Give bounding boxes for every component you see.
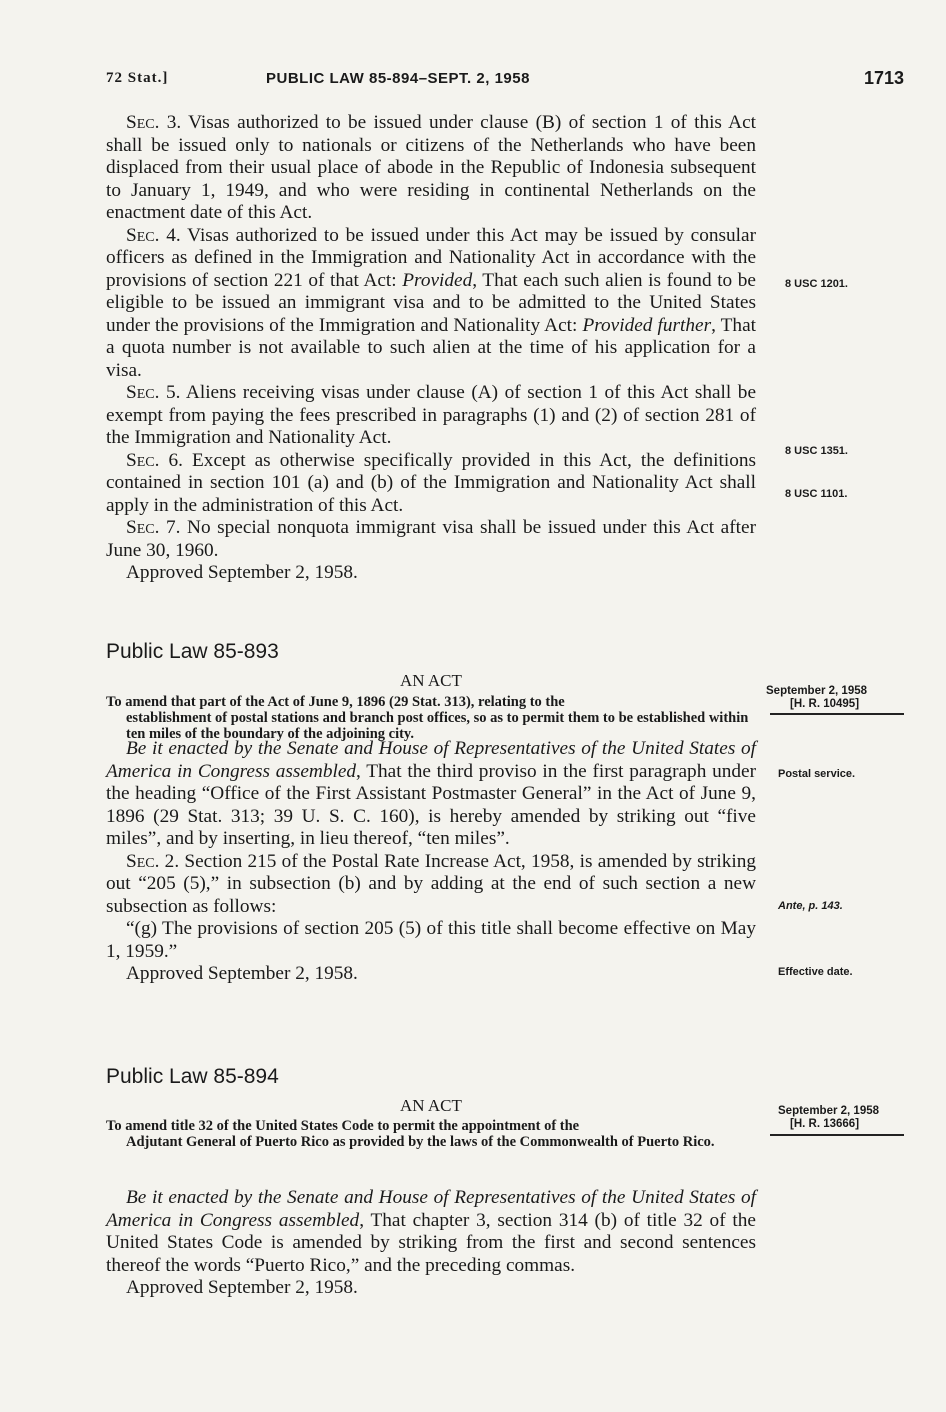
law-894-bill-note: [H. R. 13666]: [790, 1118, 860, 1130]
margin-note-8usc1351: 8 USC 1351.: [785, 445, 848, 457]
law-893-paragraph-1: Be it enacted by the Senate and House of Representatives of the United States of America in Congress assembled, That the third proviso in the first paragraph under the heading “Office of the First Assistant Postmaster General” in the Act of June 9, 1896 (29 Stat. 313; 39 U. S. C. 160), is hereby amended by striking out “five miles”, and by inserting, in lieu thereof, “ten miles”.: [106, 738, 756, 849]
law-893-approved: Approved September 2, 1958.: [126, 963, 358, 984]
sections-top: [106, 112, 756, 585]
section-5: Sec. 5. Aliens receiving visas under clause (A) of section 1 of this Act shall be exempt from paying the fees prescribed in paragraphs (1) and (2) of section 281 of the Immigration and Nationality Act.: [106, 382, 757, 448]
law-894-an-act: AN ACT: [400, 1096, 462, 1115]
section-4: Sec. 4. Visas authorized to be issued under this Act may be issued by consular officers as defined in the Immigration and Nationality Act in accordance with the provisions of section 221 of that Act: Provided, That each such alien is found to be eligible to be issued an immigrant visa and to be admitted to the United States under the provisions of the Immigration and Nationality Act: Provided further, That a quota number is not available to such alien at the time of his application for a visa.: [106, 224, 756, 381]
approved-line-1: Approved September 2, 1958.: [126, 562, 358, 583]
law-894-purpose: To amend title 32 of the United States Code to permit the appointment of the Adjutant General of Puerto Rico as provided by the laws of the Commonwealth of Puerto Rico.: [106, 1118, 715, 1150]
margin-note-8usc1101: 8 USC 1101.: [785, 488, 848, 500]
statute-volume: 72 Stat.]: [106, 70, 169, 86]
margin-note-effective-date: Effective date.: [778, 966, 853, 978]
law-893-title: Public Law 85-893: [106, 640, 279, 663]
margin-note-8usc1201: 8 USC 1201.: [785, 278, 848, 290]
law-894-enacting-clause: [106, 1187, 756, 1300]
law-893-section-2: Sec. 2. Section 215 of the Postal Rate Increase Act, 1958, is amended by striking out “205 (5),” in subsection (b) and by adding at the end of such section a new subsection as follows:: [106, 850, 756, 917]
law-893-date-note: September 2, 1958: [766, 685, 868, 697]
law-894-title: Public Law 85-894: [106, 1065, 279, 1088]
law-893-an-act: AN ACT: [400, 671, 462, 690]
law-893-bill-note: [H. R. 10495]: [790, 698, 860, 710]
law-894-approved: Approved September 2, 1958.: [126, 1277, 358, 1298]
law-893-purpose: To amend that part of the Act of June 9, 1896 (29 Stat. 313), relating to the establishment of postal stations and branch post offices, so as to permit them to be established within ten miles of the boundary of the adjoining city.: [106, 694, 749, 742]
running-head: PUBLIC LAW 85-894–SEPT. 2, 1958: [266, 70, 530, 87]
section-6: Sec. 6. Except as otherwise specifically provided in this Act, the definitions contained in section 101 (a) and (b) of the Immigration and Nationality Act shall apply in the administration of this Act.: [106, 449, 756, 516]
page-header: [106, 68, 906, 96]
section-3: Sec. 3. Visas authorized to be issued under clause (B) of section 1 of this Act shall be issued only to nationals or citizens of the Netherlands who have been displaced from their usual place of abode in the Republic of Indonesia subsequent to January 1, 1949, and who were residing in continental Netherlands on the enactment date of this Act.: [106, 112, 756, 223]
law-893-enacting-clause: [106, 738, 756, 986]
law-893-note-rule: [770, 713, 904, 715]
margin-note-ante: Ante, p. 143.: [778, 900, 843, 912]
page-number: 1713: [863, 68, 904, 88]
law-894-date-note: September 2, 1958: [778, 1105, 880, 1117]
law-893-subsection-g: “(g) The provisions of section 205 (5) of this title shall become effective on May 1, 1959.”: [106, 918, 756, 962]
margin-note-postal-service: Postal service.: [778, 768, 856, 780]
section-7: Sec. 7. No special nonquota immigrant visa shall be issued under this Act after June 30, 1960.: [106, 517, 756, 561]
law-894-paragraph-1: Be it enacted by the Senate and House of Representatives of the United States of America in Congress assembled, That chapter 3, section 314 (b) of title 32 of the United States Code is amended by striking from the first and second sentences thereof the words “Puerto Rico,” and the preceding commas.: [106, 1187, 756, 1276]
law-894-note-rule: [770, 1134, 904, 1136]
